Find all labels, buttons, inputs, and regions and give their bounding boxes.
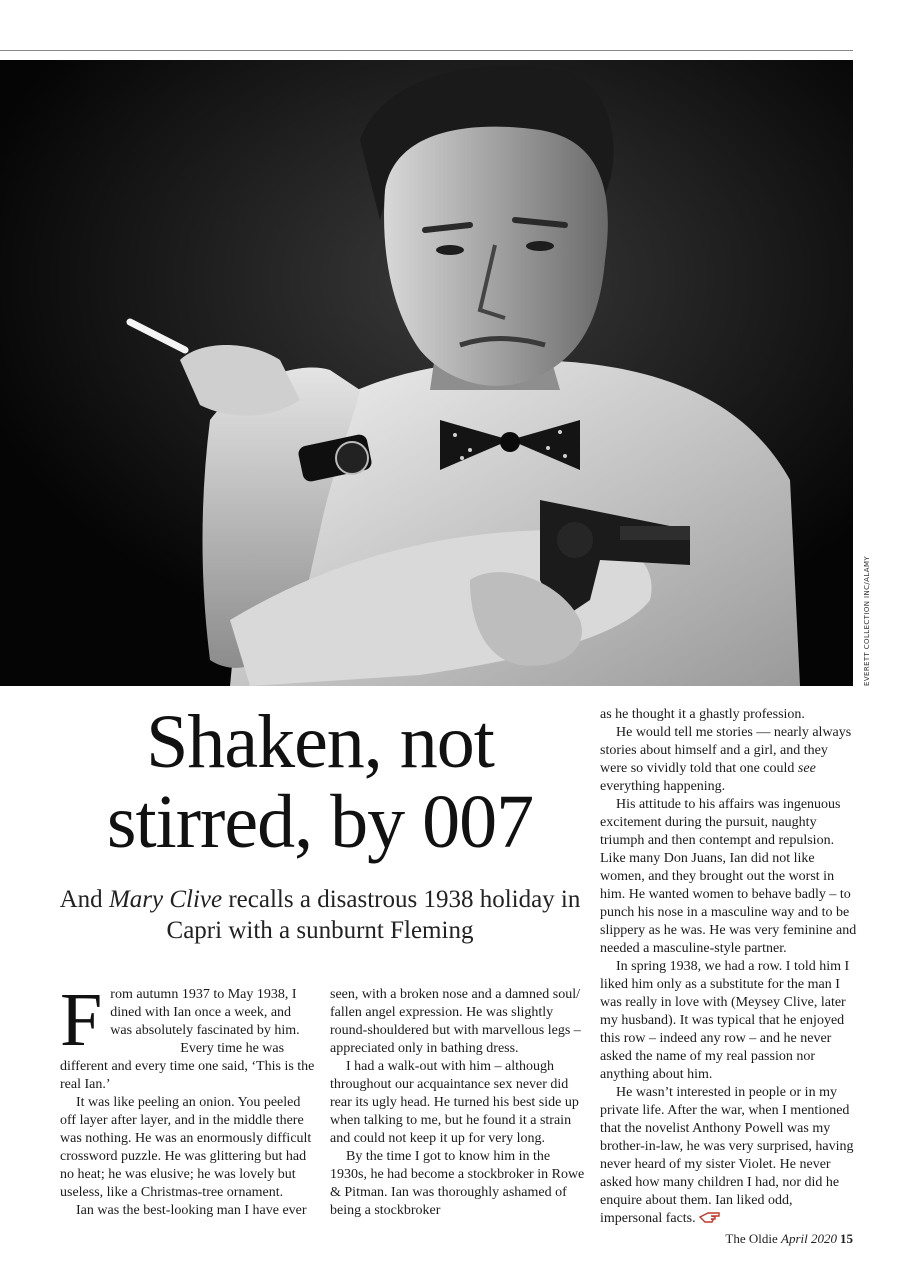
paragraph: I had a walk-out with him – although throughout our acquaintance sex never did rear its ugly head. He turned his best side up when talking to me, but he found it a strain and could not keep it up for very long. [330,1059,579,1146]
paragraph: Every time he was different and every time one said, ‘This is the real Ian.’ [60,1041,315,1092]
paragraph: Ian was the best-looking man I have ever [76,1203,307,1218]
article-column-2 [330,986,588,1220]
page-number: 15 [840,1231,853,1246]
paragraph: By the time I got to know him in the 1930s, he had become a stockbroker in Rowe & Pitman. Ian was thoroughly ashamed of being a stockbroker [330,1149,585,1218]
emphasis: see [797,761,816,776]
pointing-hand-icon [699,1210,721,1224]
paragraph-text: rom autumn 1937 to May 1938, I dined with Ian once a week, and was absolutely fascinated by him. [110,987,300,1038]
article-column-1 [60,978,315,1220]
paragraph [60,978,315,1062]
page-footer [725,1231,853,1247]
standfirst [50,884,590,946]
article-column-3 [600,706,858,1228]
headline [40,702,600,862]
paragraph [600,1084,858,1228]
header-photo [0,60,853,686]
photo-credit: EVERETT COLLECTION INC/ALAMY [863,555,871,686]
magazine-name: The Oldie [725,1231,778,1246]
standfirst-before: And [59,886,109,913]
paragraph: It was like peeling an onion. You peeled off layer after layer, and in the middle there was nothing. He was an enormously difficult crossword puzzle. He was glittering but had no heat; he was elusive; he was lovely but useless, like a Christmas-tree ornament. [60,1095,312,1200]
portrait-illustration [0,60,853,686]
paragraph: In spring 1938, we had a row. I told him I liked him only as a substitute for the man I was really in love with (Meysey Clive, later my husband). It was typical that he enjoyed this row – indeed any row – and he never asked the name of my real passion nor anything about him. [600,959,850,1082]
paragraph-text: He would tell me stories — nearly always stories about himself and a girl, and they were so vividly told that one could [600,725,852,776]
paragraph [600,724,858,796]
paragraph-text: He wasn’t interested in people or in my private life. After the war, when I mentioned that the novelist Anthony Powell was my brother-in-law, he was very surprised, having never heard of my sister Violet. He never asked how many children I had, nor did he enquire about them. Ian liked odd, impersonal facts. [600,1085,854,1226]
issue-date: April 2020 [781,1231,837,1246]
top-rule [0,50,853,51]
paragraph: as he thought it a ghastly profession. [600,707,805,722]
paragraph: His attitude to his affairs was ingenuous excitement during the pursuit, naughty triumph and then contempt and repulsion. Like many Don Juans, Ian did not like women, and they brought out the worst in him. He wanted women to behave badly – to punch his nose in a masculine way and to be slippery as he was. He was very feminine and needed a masculine-style partner. [600,797,857,956]
drop-cap: F [60,978,103,1062]
headline-line-1: Shaken, not [146,700,494,784]
standfirst-author: Mary Clive [108,886,223,913]
headline-line-2: stirred, by 007 [106,780,534,864]
paragraph: seen, with a broken nose and a damned soul/ fallen angel expression. He was slightly round-shouldered but with marvellous legs – appreciated only in bathing dress. [330,987,581,1056]
standfirst-after: recalls a disastrous 1938 holiday in Capri with a sunburnt Fleming [166,886,581,944]
paragraph-text: everything happening. [600,779,726,794]
